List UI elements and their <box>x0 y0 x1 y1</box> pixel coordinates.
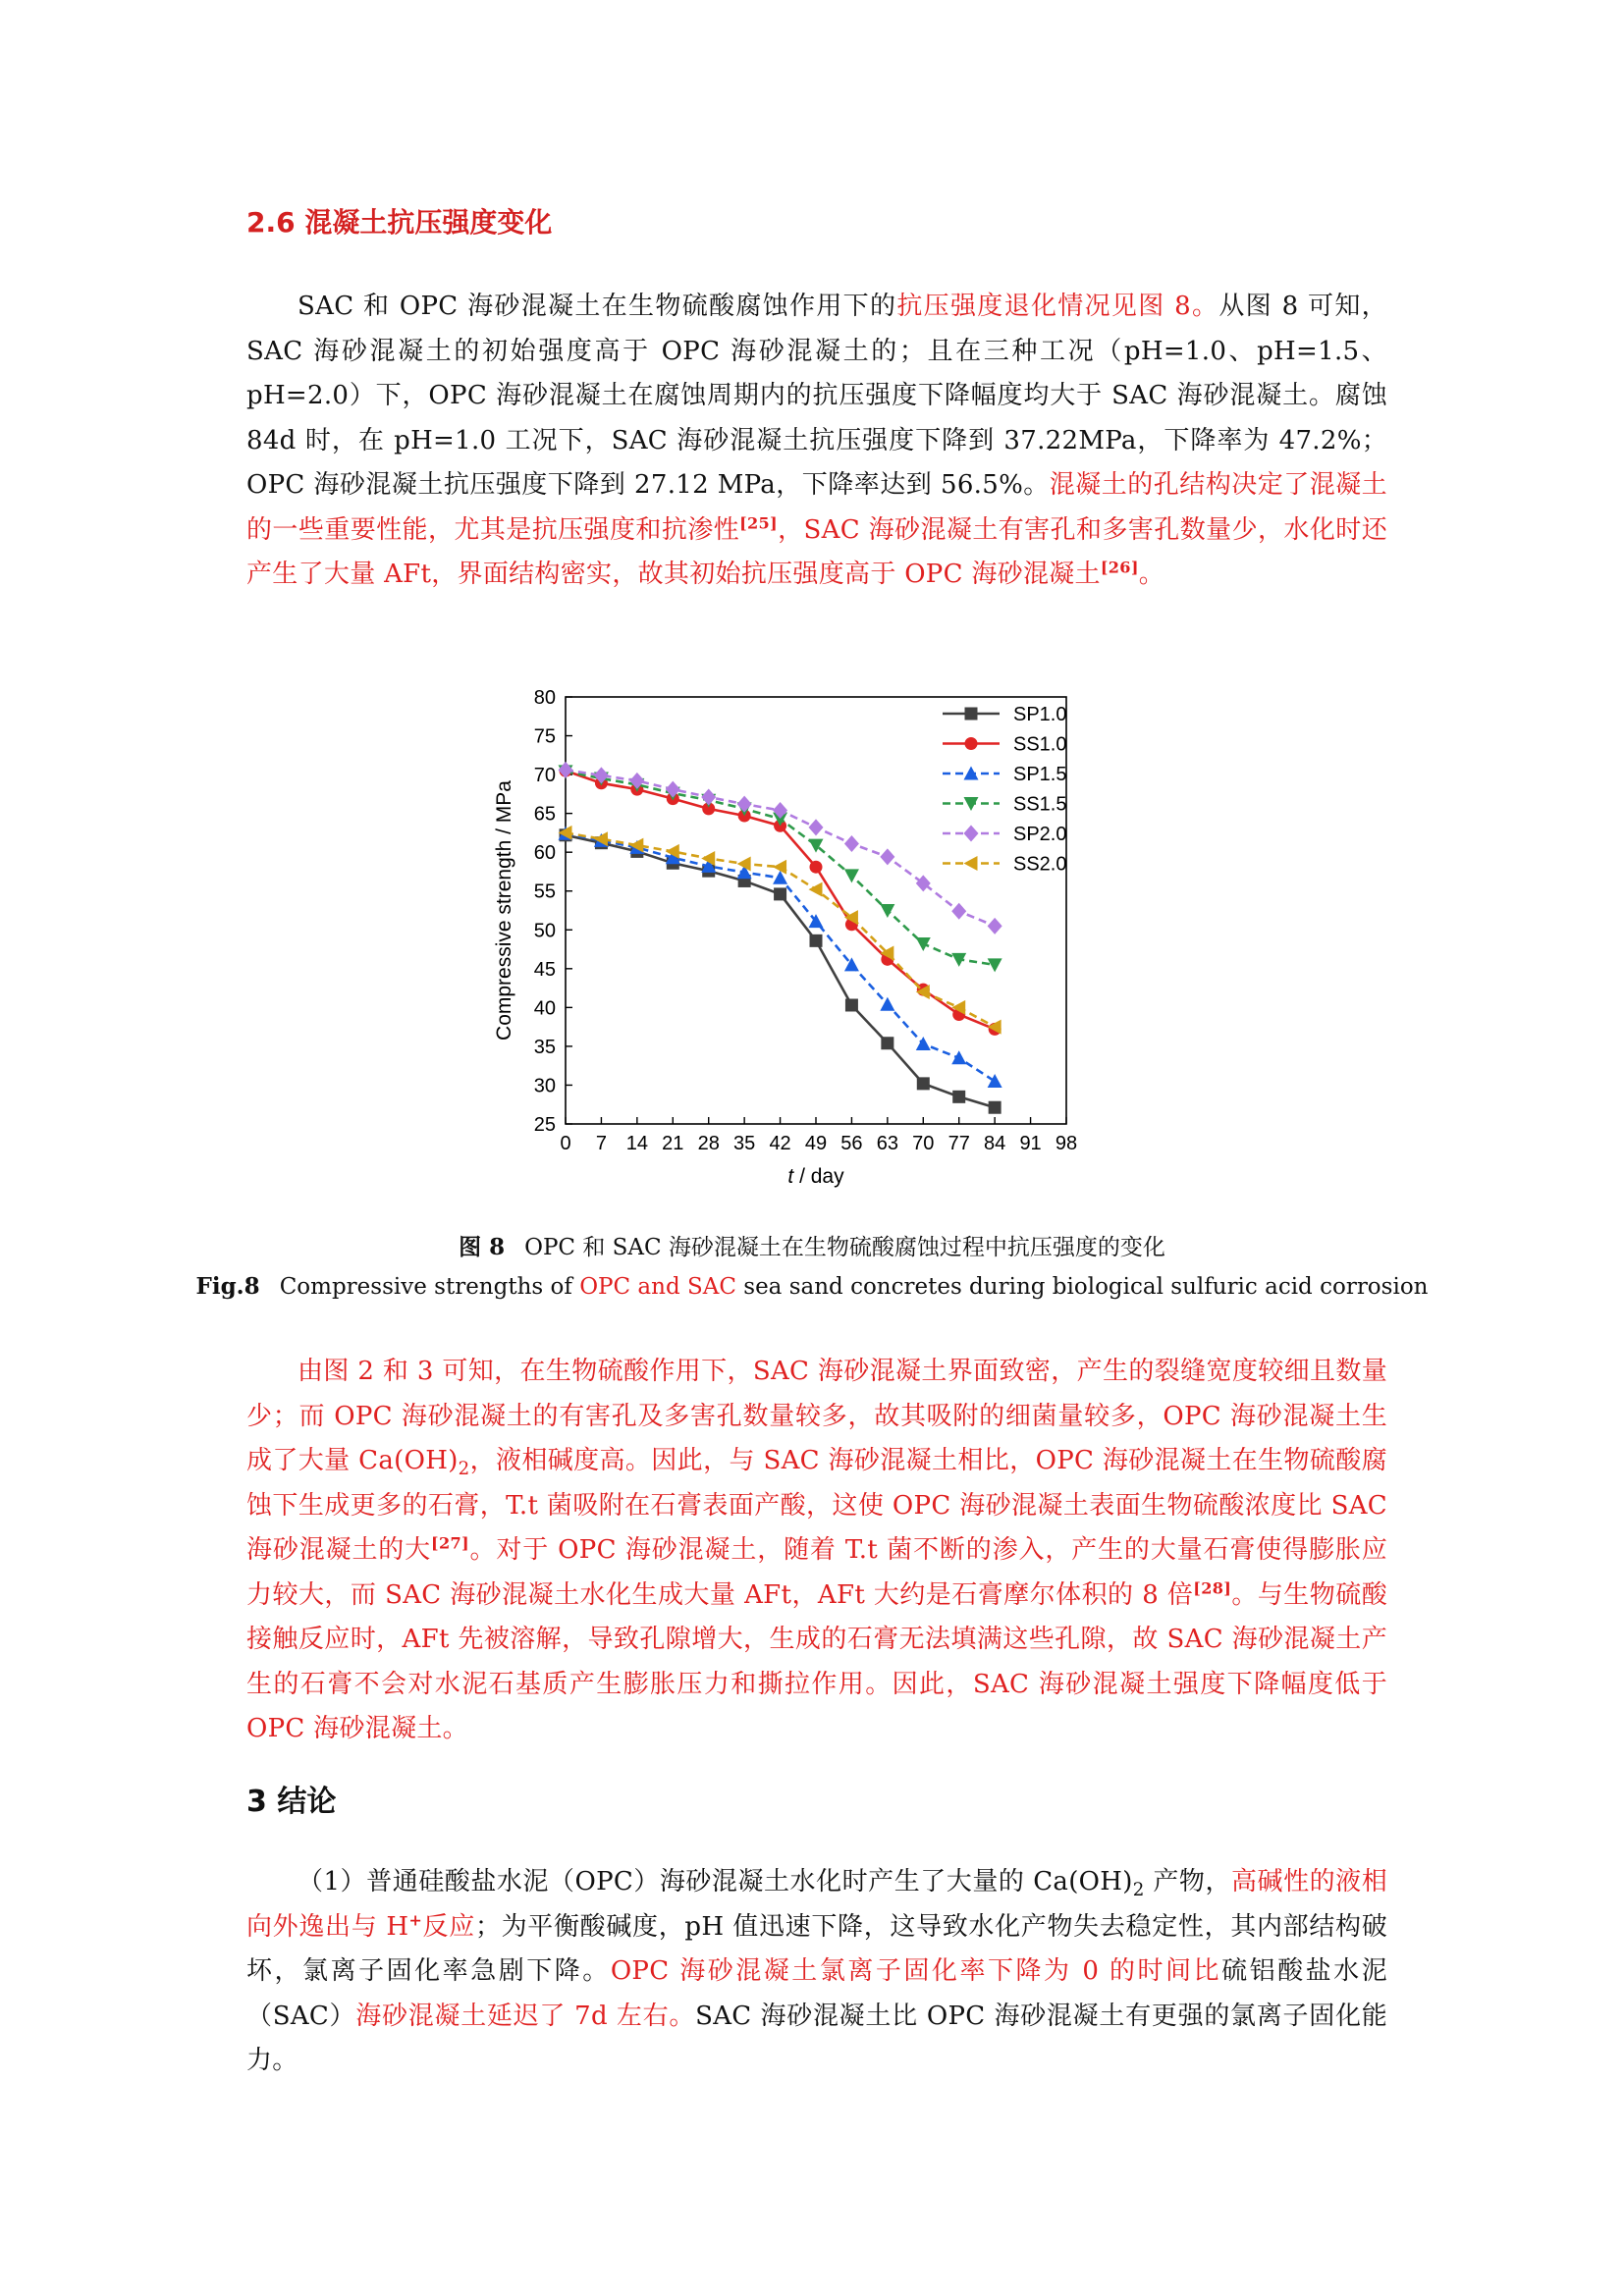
figure-caption-zh-text: OPC 和 SAC 海砂混凝土在生物硫酸腐蚀过程中抗压强度的变化 <box>524 1235 1165 1260</box>
paragraph-1-run-0: SAC 和 OPC 海砂混凝土在生物硫酸腐蚀作用下的 <box>298 292 897 321</box>
series-line-SS2.0 <box>566 832 995 1027</box>
paragraph-2-run-5: [28] <box>1193 1577 1232 1597</box>
plot-frame <box>566 697 1066 1124</box>
point-SP1.0-77 <box>952 1091 965 1103</box>
point-SP2.0-49 <box>809 819 824 835</box>
point-SP2.0-35 <box>737 796 752 813</box>
point-SP2.0-0 <box>559 762 573 778</box>
point-SS1.0-49 <box>810 861 823 874</box>
y-tick-label-2: 35 <box>533 1036 556 1058</box>
x-tick-label-12: 84 <box>984 1133 1006 1154</box>
paragraph-1-run-6: [26] <box>1100 558 1139 577</box>
x-tick-label-1: 7 <box>595 1133 607 1154</box>
figure-caption-zh <box>0 1229 1624 1261</box>
figure-caption-en-text-run-2: sea sand concretes during biological sulfuric acid corrosion <box>735 1274 1429 1300</box>
legend-marker-SS1.5 <box>964 797 979 811</box>
figure-caption-en-text-run-1: OPC and SAC <box>579 1274 736 1300</box>
paragraph-1-run-3: 混凝土的孔结构决定了混凝土的一些重要性能，尤其是抗压强度和抗渗性 <box>246 470 1387 545</box>
point-SP1.0-56 <box>845 998 858 1011</box>
paragraph-3-run-8: 硫铝酸盐水泥（SAC） <box>246 1956 1387 2031</box>
y-tick-label-0: 25 <box>533 1114 556 1136</box>
x-axis-label: t / day <box>787 1165 844 1188</box>
legend-label-SP1.5: SP1.5 <box>1013 764 1067 785</box>
legend-marker-SP1.5 <box>964 767 979 780</box>
section-3-heading: 3 结论 <box>246 1785 337 1819</box>
paragraph-2-run-2: ，液相碱度高。因此，与 SAC 海砂混凝土相比，OPC 海砂混凝土在生物硫酸腐蚀下生成更多的石膏，T.t 菌吸附在石膏表面产酸，这使 OPC 海砂混凝土表面生物硫酸浓度比 SAC 海砂混凝土的大 <box>246 1446 1387 1565</box>
legend-label-SP2.0: SP2.0 <box>1013 824 1067 845</box>
point-SS1.5-56 <box>844 869 859 882</box>
y-tick-label-10: 75 <box>533 725 556 748</box>
section-heading: 2.6 混凝土抗压强度变化 <box>246 206 553 239</box>
paragraph-3-run-10: SAC 海砂混凝土比 OPC 海砂混凝土有更强的氯离子固化能力。 <box>246 2001 1388 2075</box>
point-SP1.0-63 <box>881 1037 893 1049</box>
x-tick-label-6: 42 <box>769 1133 791 1154</box>
paragraph-1 <box>246 285 1387 598</box>
paragraph-2-run-0: 由图 2 和 3 可知，在生物硫酸作用下，SAC 海砂混凝土界面致密，产生的裂缝宽度较细且数量少；而 OPC 海砂混凝土的有害孔及多害孔数量较多，故其吸附的细菌量较多，OPC 海砂混凝土生成了大量 Ca(OH) <box>246 1357 1387 1475</box>
paragraph-1-run-5: ，SAC 海砂混凝土有害孔和多害孔数量少，水化时还产生了大量 AFt，界面结构密实，故其初始抗压强度高于 OPC 海砂混凝土 <box>246 514 1388 589</box>
y-tick-label-9: 70 <box>533 765 556 787</box>
point-SP2.0-56 <box>844 835 859 852</box>
y-tick-label-8: 65 <box>533 803 556 826</box>
y-tick-label-7: 60 <box>533 842 556 865</box>
compressive-strength-chart <box>481 677 1129 1212</box>
figure-caption-en-text-run-0: Compressive strengths of <box>279 1274 580 1300</box>
point-SP2.0-70 <box>916 875 931 891</box>
point-SP1.5-77 <box>951 1050 966 1064</box>
x-tick-label-2: 14 <box>625 1133 648 1154</box>
point-SP1.0-84 <box>989 1101 1001 1114</box>
paragraph-2-run-1: 2 <box>458 1459 470 1480</box>
paragraph-3-run-6: ；为平衡酸碱度，pH 值迅速下降，这导致水化产物失去稳定性，其内部结构破坏，氯离子固化率急剧下降。 <box>246 1911 1388 1986</box>
y-tick-label-3: 40 <box>533 997 556 1020</box>
point-SP1.5-70 <box>916 1037 931 1050</box>
figure-caption-en-text <box>280 1274 1429 1300</box>
paragraph-3 <box>246 1860 1387 2084</box>
x-tick-label-9: 63 <box>876 1133 898 1154</box>
x-tick-label-10: 70 <box>912 1133 935 1154</box>
point-SP2.0-84 <box>988 918 1002 934</box>
x-tick-label-14: 98 <box>1055 1133 1078 1154</box>
paragraph-3-run-1: 2 <box>1132 1880 1145 1901</box>
paragraph-3-run-5: 反应 <box>422 1911 475 1942</box>
paragraph-3-run-3: 高碱性的液相向外逸出与 H <box>246 1867 1387 1942</box>
paragraph-3-run-0: （1）普通硅酸盐水泥（OPC）海砂混凝土水化时产生了大量的 Ca(OH) <box>298 1867 1133 1896</box>
legend-label-SS1.5: SS1.5 <box>1013 793 1067 816</box>
x-tick-label-0: 0 <box>560 1133 571 1154</box>
y-tick-label-4: 45 <box>533 958 556 981</box>
y-tick-label-11: 80 <box>533 687 556 709</box>
figure-caption-en <box>0 1273 1624 1300</box>
paragraph-2-run-6: 。与生物硫酸接触反应时，AFt 先被溶解，导致孔隙增大，生成的石膏无法填满这些孔隙，故 SAC 海砂混凝土产生的石膏不会对水泥石基质产生膨胀压力和撕拉作用。因此，SAC 海砂混凝土强度下降幅度低于 OPC 海砂混凝土。 <box>246 1579 1387 1743</box>
x-tick-label-5: 35 <box>733 1133 756 1154</box>
point-SP1.0-42 <box>774 887 786 900</box>
paragraph-3-run-2: 产物， <box>1144 1867 1231 1896</box>
y-tick-label-5: 50 <box>533 920 556 942</box>
paragraph-2-run-4: 。对于 OPC 海砂混凝土，随着 T.t 菌不断的渗入，产生的大量石膏使得膨胀应力较大，而 SAC 海砂混凝土水化生成大量 AFt，AFt 大约是石膏摩尔体积的 8 倍 <box>246 1535 1387 1610</box>
point-SP2.0-77 <box>951 903 966 920</box>
point-SP1.5-84 <box>988 1074 1002 1088</box>
x-tick-label-7: 49 <box>804 1133 828 1154</box>
paragraph-1-run-1: 抗压强度退化情况见图 8。 <box>896 292 1219 321</box>
x-tick-label-11: 77 <box>947 1133 970 1154</box>
figure-label-en: Fig.8 <box>195 1273 260 1300</box>
x-tick-label-4: 28 <box>697 1133 720 1154</box>
legend-marker-SS2.0 <box>964 856 978 871</box>
paragraph-1-run-4: [25] <box>739 512 778 532</box>
paragraph-1-run-7: 。 <box>1138 560 1165 589</box>
legend-label-SS1.0: SS1.0 <box>1013 733 1067 756</box>
paragraph-3-run-7: OPC 海砂混凝土氯离子固化率下降为 0 的时间比 <box>610 1956 1222 1986</box>
legend-marker-SS1.0 <box>965 737 978 750</box>
paragraph-1-run-2: 从图 8 可知，SAC 海砂混凝土的初始强度高于 OPC 海砂混凝土的；且在三种工况（pH=1.0、pH=1.5、pH=2.0）下，OPC 海砂混凝土在腐蚀周期内的抗压强度下降幅度均大于 SAC 海砂混凝土。腐蚀 84d 时，在 pH=1.0 工况下，SAC 海砂混凝土抗压强度下降到 37.22MPa，下降率为 47.2%；OPC 海砂混凝土抗压强度下降到 27.12 MPa，下降率达到 56.5%。 <box>246 292 1387 500</box>
y-tick-label-1: 30 <box>533 1075 556 1097</box>
paragraph-3-run-4: + <box>408 1909 423 1929</box>
point-SP2.0-28 <box>701 789 716 806</box>
paragraph-3-run-9: 海砂混凝土延迟了 7d 左右。 <box>355 2001 696 2031</box>
point-SS1.5-63 <box>880 904 894 918</box>
point-SP1.0-49 <box>810 934 823 947</box>
point-SS1.5-84 <box>988 958 1002 972</box>
point-SS2.0-49 <box>809 882 823 897</box>
y-axis-label: Compressive strength / MPa <box>493 780 515 1041</box>
paragraph-2 <box>246 1350 1387 1752</box>
x-tick-label-8: 56 <box>840 1133 863 1154</box>
legend-label-SP1.0: SP1.0 <box>1013 704 1067 725</box>
legend-marker-SP1.0 <box>965 708 978 721</box>
y-tick-label-6: 55 <box>533 881 556 903</box>
point-SP1.0-70 <box>917 1077 930 1090</box>
point-SP2.0-63 <box>880 848 894 865</box>
x-tick-label-3: 21 <box>662 1133 684 1154</box>
paragraph-2-run-3: [27] <box>431 1533 469 1553</box>
legend-label-SS2.0: SS2.0 <box>1013 853 1067 876</box>
legend-marker-SP2.0 <box>964 826 979 842</box>
point-SS1.5-70 <box>916 937 931 951</box>
series-line-SP2.0 <box>566 770 995 926</box>
figure-label-zh: 图 8 <box>459 1234 506 1260</box>
x-tick-label-13: 91 <box>1019 1133 1042 1154</box>
